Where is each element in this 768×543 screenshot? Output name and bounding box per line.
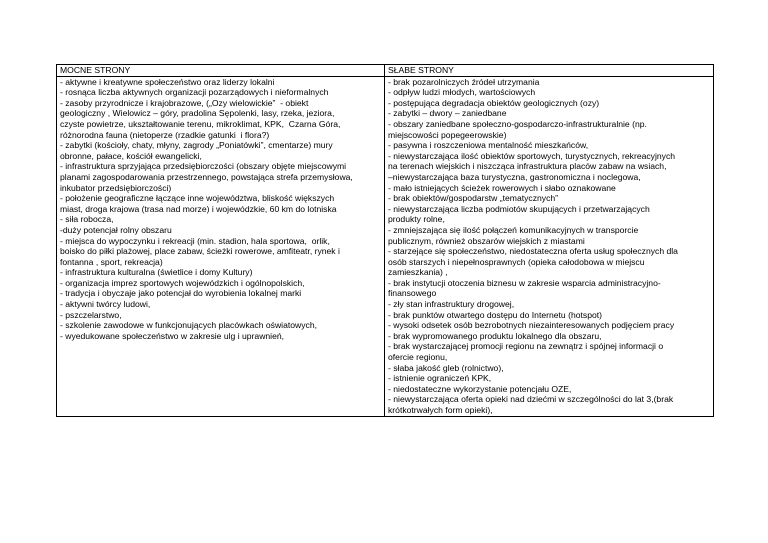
weakness-line: –niewystarczająca baza turystyczna, gastronomiczna i noclegowa, [388, 171, 641, 182]
weakness-line: na terenach wiejskich i niszcząca infrastruktura placów zabaw na wsiach, [388, 161, 667, 172]
weakness-line: osób starszych i niepełnosprawnych (opieka całodobowa w miejscu [388, 256, 645, 267]
strength-line: - miejsca do wypoczynku i rekreacji (min. stadion, hala sportowa, orlik, [60, 235, 330, 246]
strength-line: różnorodna fauna (nietoperze (rzadkie gatunki i flora?) [60, 129, 270, 140]
strengths-cell [57, 76, 385, 416]
weakness-line: - zabytki – dwory – zaniedbane [388, 108, 507, 119]
weakness-line: - pasywna i roszczeniowa mentalność mieszkańców, [388, 140, 589, 151]
strength-line: - szkolenie zawodowe w funkcjonujących placówkach oświatowych, [60, 320, 317, 331]
weakness-line: ofercie regionu, [388, 352, 448, 363]
strength-line: - zasoby przyrodnicze i krajobrazowe, („Ozy wielowickie” - obiekt [60, 97, 309, 108]
swot-table [56, 64, 714, 417]
weakness-line: - niedostateczne wykorzystanie potencjału OZE, [388, 383, 572, 394]
strength-line: - aktywne i kreatywne społeczeństwo oraz liderzy lokalni [60, 76, 275, 87]
strength-line: - zabytki (kościoły, chaty, młyny, zagrody „Poniatówki”, cmentarze) mury [60, 140, 333, 151]
weakness-line: - brak wypromowanego produktu lokalnego dla obszaru, [388, 330, 602, 341]
weakness-line: publicznym, również obszarów wiejskich z miastami [388, 235, 585, 246]
weakness-line: - zmniejszająca się ilość połączeń komunikacyjnych w transporcie [388, 224, 639, 235]
strength-line: - organizacja imprez sportowych wojewódzkich i ogólnopolskich, [60, 277, 305, 288]
strength-line: fontanna , sport, rekreacja) [60, 256, 163, 267]
strength-line: - rosnąca liczba aktywnych organizacji pozarządowych i nieformalnych [60, 87, 329, 98]
strength-line: boisko do piłki plażowej, place zabaw, ścieżki rowerowe, amfiteatr, rynek i [60, 246, 340, 257]
strength-line: -duży potencjał rolny obszaru [60, 224, 172, 235]
weakness-line: - niewystarczająca oferta opieki nad dziećmi w szczególności do lat 3,(brak [388, 394, 674, 405]
strength-line: - infrastruktura kulturalna (świetlice i domy Kultury) [60, 267, 253, 278]
header-row [57, 65, 714, 77]
weakness-line: - niewystarczająca ilość obiektów sportowych, turystycznych, rekreacyjnych [388, 150, 676, 161]
strength-line: - położenie geograficzne łączące inne województwa, bliskość większych [60, 193, 335, 204]
weakness-line: - brak instytucji otoczenia biznesu w zakresie wsparcia administracyjno- [388, 277, 661, 288]
weakness-line: - wysoki odsetek osób bezrobotnych niezainteresowanych podjęciem pracy [388, 320, 675, 331]
weakness-line: - słaba jakość gleb (rolnictwo), [388, 362, 504, 373]
strength-line: planami zagospodarowania przestrzennego, powstająca strefa przemysłowa, [60, 171, 353, 182]
weakness-line: krótkotrwałych form opieki), [388, 405, 493, 415]
strength-line: obronne, pałace, kościół ewangelicki, [60, 150, 202, 161]
strength-line: miast, droga krajowa (trasa nad morze) i wojewódzkie, 60 km do lotniska [60, 203, 337, 214]
strength-line: - infrastruktura sprzyjająca przedsiębiorczości (obszary objęte miejscowymi [60, 161, 347, 172]
weakness-line: - obszary zaniedbane społeczno-gospodarczo-infrastrukturalnie (np. [388, 118, 647, 129]
weakness-line: - niewystarczająca liczba podmiotów skupujących i przetwarzających [388, 203, 650, 214]
weaknesses-header: SŁABE STRONY [385, 65, 714, 77]
weakness-line: - brak obiektów/gospodarstw „tematycznych” [388, 193, 559, 204]
strength-line: - tradycja i obyczaje jako potencjał do wyrobienia lokalnej marki [60, 288, 302, 299]
weakness-line: zamieszkania) , [388, 267, 448, 278]
weakness-line: - istnienie ograniczeń KPK, [388, 373, 492, 384]
content-row [57, 76, 714, 416]
weakness-line: - odpływ ludzi młodych, wartościowych [388, 87, 536, 98]
strength-line: inkubator przedsiębiorczości) [60, 182, 172, 193]
weakness-line: - brak pozarolniczych źródeł utrzymania [388, 76, 540, 87]
strength-line: - aktywni twórcy ludowi, [60, 299, 151, 310]
strengths-header: MOCNE STRONY [57, 65, 385, 77]
strength-line: geologiczny , Wielowicz – góry, pradolina Sępolenki, lasy, rzeka, jeziora, [60, 108, 335, 119]
weaknesses-cell [385, 76, 714, 416]
weakness-line: finansowego [388, 288, 437, 299]
weakness-line: - brak wystarczającej promocji regionu na zewnątrz i spójnej informacji o [388, 341, 664, 352]
strength-line: - siła robocza, [60, 214, 114, 225]
strength-line: czyste powietrze, ukształtowanie terenu, mikroklimat, KPK, Czarna Góra, [60, 118, 341, 129]
strength-line: - pszczelarstwo, [60, 309, 122, 320]
weakness-line: produkty rolne, [388, 214, 445, 225]
weakness-line: - zły stan infrastruktury drogowej, [388, 299, 515, 310]
weakness-line: - mało istniejących ścieżek rowerowych i słabo oznakowane [388, 182, 616, 193]
strength-line: - wyedukowane społeczeństwo w zakresie ulg i uprawnień, [60, 330, 285, 341]
weakness-line: miejscowości popegeerowskie) [388, 129, 507, 140]
weakness-line: - starzejące się społeczeństwo, niedostateczna oferta usług społecznych dla [388, 246, 678, 257]
weakness-line: - postępująca degradacja obiektów geologicznych (ozy) [388, 97, 600, 108]
weakness-line: - brak punktów otwartego dostępu do Internetu (hotspot) [388, 309, 603, 320]
